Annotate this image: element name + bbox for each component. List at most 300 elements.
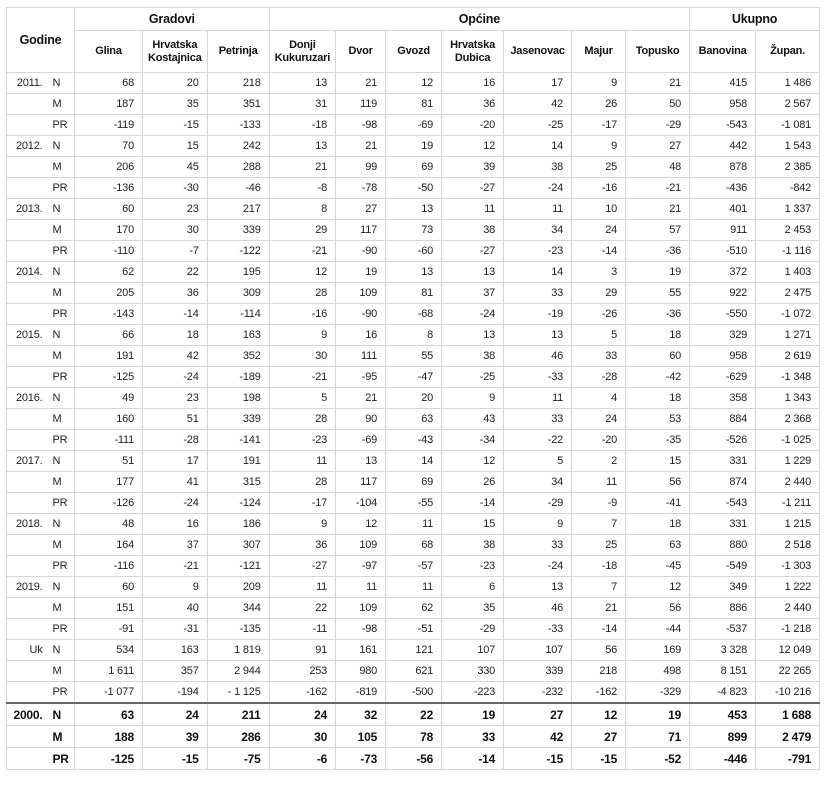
row-label: PR bbox=[47, 178, 75, 199]
value-cell: 198 bbox=[207, 388, 269, 409]
value-cell: 22 bbox=[386, 703, 442, 726]
value-cell: 13 bbox=[442, 262, 504, 283]
value-cell: -436 bbox=[690, 178, 756, 199]
value-cell: 27 bbox=[504, 703, 572, 726]
value-cell: 22 bbox=[269, 598, 335, 619]
column-header: Majur bbox=[572, 31, 626, 73]
table-header bbox=[7, 8, 820, 73]
row-label: N bbox=[47, 388, 75, 409]
value-cell: 68 bbox=[386, 535, 442, 556]
value-cell: 309 bbox=[207, 283, 269, 304]
value-cell: -136 bbox=[75, 178, 143, 199]
value-cell: 357 bbox=[143, 661, 208, 682]
value-cell: 5 bbox=[269, 388, 335, 409]
value-cell: 9 bbox=[572, 136, 626, 157]
row-label: N bbox=[47, 451, 75, 472]
value-cell: -90 bbox=[336, 304, 386, 325]
value-cell: 9 bbox=[143, 577, 208, 598]
row-label: PR bbox=[47, 241, 75, 262]
value-cell: 2 440 bbox=[756, 598, 820, 619]
row-label: M bbox=[47, 94, 75, 115]
column-header: Banovina bbox=[690, 31, 756, 73]
value-cell: 911 bbox=[690, 220, 756, 241]
year-cell-empty bbox=[7, 220, 47, 241]
value-cell: 55 bbox=[626, 283, 690, 304]
value-cell: 349 bbox=[690, 577, 756, 598]
value-cell: -14 bbox=[442, 493, 504, 514]
year-cell: 2018. bbox=[7, 514, 47, 535]
column-header: Petrinja bbox=[207, 31, 269, 73]
value-cell: -69 bbox=[336, 430, 386, 451]
year-cell-empty bbox=[7, 283, 47, 304]
value-cell: 63 bbox=[75, 703, 143, 726]
value-cell: -23 bbox=[442, 556, 504, 577]
value-cell: 344 bbox=[207, 598, 269, 619]
table-row bbox=[7, 682, 820, 704]
value-cell: 21 bbox=[336, 388, 386, 409]
value-cell: 2 440 bbox=[756, 472, 820, 493]
value-cell: 33 bbox=[572, 346, 626, 367]
year-cell: Uk bbox=[7, 640, 47, 661]
value-cell: 187 bbox=[75, 94, 143, 115]
table-row bbox=[7, 598, 820, 619]
value-cell: 14 bbox=[386, 451, 442, 472]
value-cell: 40 bbox=[143, 598, 208, 619]
value-cell: -629 bbox=[690, 367, 756, 388]
row-label: N bbox=[47, 577, 75, 598]
value-cell: 11 bbox=[442, 199, 504, 220]
value-cell: 177 bbox=[75, 472, 143, 493]
value-cell: -45 bbox=[626, 556, 690, 577]
value-cell: 3 328 bbox=[690, 640, 756, 661]
value-cell: -119 bbox=[75, 115, 143, 136]
value-cell: 209 bbox=[207, 577, 269, 598]
value-cell: 109 bbox=[336, 598, 386, 619]
year-cell-empty bbox=[7, 304, 47, 325]
table-row bbox=[7, 748, 820, 770]
value-cell: 27 bbox=[626, 136, 690, 157]
value-cell: 1 343 bbox=[756, 388, 820, 409]
value-cell: 51 bbox=[143, 409, 208, 430]
value-cell: 2 bbox=[572, 451, 626, 472]
row-label: N bbox=[47, 73, 75, 94]
year-cell-empty bbox=[7, 682, 47, 704]
value-cell: -16 bbox=[572, 178, 626, 199]
value-cell: 1 486 bbox=[756, 73, 820, 94]
value-cell: 109 bbox=[336, 535, 386, 556]
value-cell: 27 bbox=[336, 199, 386, 220]
value-cell: 24 bbox=[143, 703, 208, 726]
value-cell: -78 bbox=[336, 178, 386, 199]
table-body bbox=[7, 73, 820, 770]
column-header: Jasenovac bbox=[504, 31, 572, 73]
row-label: PR bbox=[47, 493, 75, 514]
value-cell: 2 518 bbox=[756, 535, 820, 556]
value-cell: 16 bbox=[143, 514, 208, 535]
row-label: M bbox=[47, 157, 75, 178]
value-cell: -1 218 bbox=[756, 619, 820, 640]
value-cell: -75 bbox=[207, 748, 269, 770]
value-cell: 12 049 bbox=[756, 640, 820, 661]
value-cell: -20 bbox=[572, 430, 626, 451]
value-cell: 25 bbox=[572, 535, 626, 556]
header-group-ukupno: Ukupno bbox=[690, 8, 820, 31]
value-cell: -125 bbox=[75, 748, 143, 770]
value-cell: 43 bbox=[442, 409, 504, 430]
value-cell: 13 bbox=[269, 73, 335, 94]
value-cell: -24 bbox=[143, 493, 208, 514]
value-cell: 17 bbox=[143, 451, 208, 472]
value-cell: 11 bbox=[504, 199, 572, 220]
value-cell: -14 bbox=[572, 619, 626, 640]
row-label: N bbox=[47, 514, 75, 535]
value-cell: -23 bbox=[269, 430, 335, 451]
value-cell: -50 bbox=[386, 178, 442, 199]
value-cell: 23 bbox=[143, 199, 208, 220]
value-cell: -98 bbox=[336, 115, 386, 136]
value-cell: 53 bbox=[626, 409, 690, 430]
value-cell: -162 bbox=[269, 682, 335, 704]
value-cell: 22 265 bbox=[756, 661, 820, 682]
value-cell: -46 bbox=[207, 178, 269, 199]
value-cell: -14 bbox=[572, 241, 626, 262]
value-cell: 39 bbox=[143, 726, 208, 748]
value-cell: 1 215 bbox=[756, 514, 820, 535]
value-cell: 12 bbox=[626, 577, 690, 598]
value-cell: 218 bbox=[572, 661, 626, 682]
value-cell: 18 bbox=[626, 514, 690, 535]
value-cell: 878 bbox=[690, 157, 756, 178]
value-cell: -6 bbox=[269, 748, 335, 770]
value-cell: 48 bbox=[626, 157, 690, 178]
value-cell: 105 bbox=[336, 726, 386, 748]
value-cell: 117 bbox=[336, 220, 386, 241]
value-cell: -20 bbox=[442, 115, 504, 136]
value-cell: -14 bbox=[442, 748, 504, 770]
value-cell: -1 116 bbox=[756, 241, 820, 262]
value-cell: 99 bbox=[336, 157, 386, 178]
value-cell: 42 bbox=[143, 346, 208, 367]
table-row bbox=[7, 115, 820, 136]
column-header: Glina bbox=[75, 31, 143, 73]
value-cell: 358 bbox=[690, 388, 756, 409]
value-cell: 66 bbox=[75, 325, 143, 346]
value-cell: 42 bbox=[504, 726, 572, 748]
year-cell: 2016. bbox=[7, 388, 47, 409]
value-cell: -15 bbox=[504, 748, 572, 770]
year-cell-empty bbox=[7, 661, 47, 682]
table-row bbox=[7, 472, 820, 493]
table-row bbox=[7, 283, 820, 304]
value-cell: 151 bbox=[75, 598, 143, 619]
row-label: PR bbox=[47, 304, 75, 325]
value-cell: 38 bbox=[442, 346, 504, 367]
value-cell: -16 bbox=[269, 304, 335, 325]
value-cell: -15 bbox=[572, 748, 626, 770]
value-cell: 22 bbox=[143, 262, 208, 283]
value-cell: 621 bbox=[386, 661, 442, 682]
table-row bbox=[7, 619, 820, 640]
value-cell: 107 bbox=[442, 640, 504, 661]
value-cell: 188 bbox=[75, 726, 143, 748]
value-cell: -19 bbox=[504, 304, 572, 325]
value-cell: -73 bbox=[336, 748, 386, 770]
value-cell: 884 bbox=[690, 409, 756, 430]
table-row bbox=[7, 346, 820, 367]
value-cell: 160 bbox=[75, 409, 143, 430]
value-cell: -33 bbox=[504, 367, 572, 388]
year-cell-empty bbox=[7, 157, 47, 178]
value-cell: 18 bbox=[626, 388, 690, 409]
value-cell: -10 216 bbox=[756, 682, 820, 704]
value-cell: -135 bbox=[207, 619, 269, 640]
value-cell: 14 bbox=[504, 262, 572, 283]
value-cell: -510 bbox=[690, 241, 756, 262]
value-cell: -68 bbox=[386, 304, 442, 325]
value-cell: 958 bbox=[690, 94, 756, 115]
value-cell: -232 bbox=[504, 682, 572, 704]
value-cell: 46 bbox=[504, 346, 572, 367]
value-cell: -55 bbox=[386, 493, 442, 514]
value-cell: 2 619 bbox=[756, 346, 820, 367]
value-cell: 36 bbox=[143, 283, 208, 304]
value-cell: 21 bbox=[626, 199, 690, 220]
value-cell: -791 bbox=[756, 748, 820, 770]
value-cell: 3 bbox=[572, 262, 626, 283]
value-cell: 9 bbox=[442, 388, 504, 409]
year-cell-empty bbox=[7, 556, 47, 577]
value-cell: -122 bbox=[207, 241, 269, 262]
value-cell: 46 bbox=[504, 598, 572, 619]
row-label: PR bbox=[47, 115, 75, 136]
value-cell: -57 bbox=[386, 556, 442, 577]
value-cell: 9 bbox=[504, 514, 572, 535]
value-cell: 37 bbox=[143, 535, 208, 556]
column-header: Dvor bbox=[336, 31, 386, 73]
value-cell: 880 bbox=[690, 535, 756, 556]
value-cell: 39 bbox=[442, 157, 504, 178]
header-group-opcine: Općine bbox=[269, 8, 689, 31]
value-cell: 33 bbox=[504, 409, 572, 430]
value-cell: -44 bbox=[626, 619, 690, 640]
value-cell: 24 bbox=[269, 703, 335, 726]
value-cell: 9 bbox=[572, 73, 626, 94]
value-cell: 49 bbox=[75, 388, 143, 409]
value-cell: 71 bbox=[626, 726, 690, 748]
value-cell: 51 bbox=[75, 451, 143, 472]
value-cell: 16 bbox=[442, 73, 504, 94]
value-cell: 18 bbox=[143, 325, 208, 346]
value-cell: -21 bbox=[143, 556, 208, 577]
row-label: N bbox=[47, 199, 75, 220]
value-cell: 50 bbox=[626, 94, 690, 115]
value-cell: -22 bbox=[504, 430, 572, 451]
value-cell: 330 bbox=[442, 661, 504, 682]
table-row bbox=[7, 388, 820, 409]
column-header-row bbox=[7, 31, 820, 73]
value-cell: 1 229 bbox=[756, 451, 820, 472]
value-cell: 186 bbox=[207, 514, 269, 535]
value-cell: -52 bbox=[626, 748, 690, 770]
value-cell: 253 bbox=[269, 661, 335, 682]
column-header: Hrvatska Kostajnica bbox=[143, 31, 208, 73]
value-cell: 2 475 bbox=[756, 283, 820, 304]
value-cell: -24 bbox=[442, 304, 504, 325]
value-cell: 30 bbox=[269, 726, 335, 748]
value-cell: 60 bbox=[75, 577, 143, 598]
year-cell-empty bbox=[7, 115, 47, 136]
table-row bbox=[7, 241, 820, 262]
value-cell: -15 bbox=[143, 115, 208, 136]
value-cell: -1 077 bbox=[75, 682, 143, 704]
value-cell: 10 bbox=[572, 199, 626, 220]
value-cell: 15 bbox=[442, 514, 504, 535]
value-cell: 30 bbox=[269, 346, 335, 367]
value-cell: -27 bbox=[442, 241, 504, 262]
value-cell: 11 bbox=[269, 451, 335, 472]
value-cell: 8 bbox=[386, 325, 442, 346]
table-row bbox=[7, 430, 820, 451]
value-cell: -24 bbox=[504, 556, 572, 577]
row-label: M bbox=[47, 346, 75, 367]
value-cell: -121 bbox=[207, 556, 269, 577]
value-cell: -125 bbox=[75, 367, 143, 388]
value-cell: -1 081 bbox=[756, 115, 820, 136]
value-cell: 1 688 bbox=[756, 703, 820, 726]
year-cell-empty bbox=[7, 367, 47, 388]
value-cell: -27 bbox=[442, 178, 504, 199]
value-cell: 12 bbox=[442, 451, 504, 472]
value-cell: 81 bbox=[386, 283, 442, 304]
value-cell: 21 bbox=[336, 136, 386, 157]
header-godine: Godine bbox=[7, 8, 75, 73]
value-cell: 2 567 bbox=[756, 94, 820, 115]
value-cell: -69 bbox=[386, 115, 442, 136]
value-cell: 13 bbox=[386, 262, 442, 283]
value-cell: 12 bbox=[572, 703, 626, 726]
table-row bbox=[7, 304, 820, 325]
column-header: Topusko bbox=[626, 31, 690, 73]
value-cell: 36 bbox=[442, 94, 504, 115]
table-row bbox=[7, 556, 820, 577]
value-cell: 15 bbox=[626, 451, 690, 472]
value-cell: 899 bbox=[690, 726, 756, 748]
value-cell: 1 543 bbox=[756, 136, 820, 157]
value-cell: -29 bbox=[504, 493, 572, 514]
value-cell: 351 bbox=[207, 94, 269, 115]
value-cell: 5 bbox=[504, 451, 572, 472]
value-cell: 161 bbox=[336, 640, 386, 661]
year-cell-empty bbox=[7, 472, 47, 493]
value-cell: 6 bbox=[442, 577, 504, 598]
value-cell: 372 bbox=[690, 262, 756, 283]
value-cell: 19 bbox=[626, 703, 690, 726]
value-cell: -90 bbox=[336, 241, 386, 262]
value-cell: -56 bbox=[386, 748, 442, 770]
year-cell: 2000. bbox=[7, 703, 47, 726]
value-cell: 11 bbox=[504, 388, 572, 409]
value-cell: 980 bbox=[336, 661, 386, 682]
value-cell: 15 bbox=[143, 136, 208, 157]
value-cell: 498 bbox=[626, 661, 690, 682]
value-cell: -143 bbox=[75, 304, 143, 325]
value-cell: 17 bbox=[504, 73, 572, 94]
value-cell: 63 bbox=[386, 409, 442, 430]
value-cell: 11 bbox=[386, 577, 442, 598]
value-cell: 56 bbox=[626, 598, 690, 619]
value-cell: 2 368 bbox=[756, 409, 820, 430]
value-cell: -1 211 bbox=[756, 493, 820, 514]
value-cell: -11 bbox=[269, 619, 335, 640]
value-cell: 534 bbox=[75, 640, 143, 661]
value-cell: -1 072 bbox=[756, 304, 820, 325]
value-cell: 45 bbox=[143, 157, 208, 178]
value-cell: -41 bbox=[626, 493, 690, 514]
value-cell: 288 bbox=[207, 157, 269, 178]
year-cell-empty bbox=[7, 409, 47, 430]
value-cell: -36 bbox=[626, 304, 690, 325]
value-cell: 21 bbox=[336, 73, 386, 94]
value-cell: 32 bbox=[336, 703, 386, 726]
year-cell: 2013. bbox=[7, 199, 47, 220]
value-cell: 63 bbox=[626, 535, 690, 556]
value-cell: -91 bbox=[75, 619, 143, 640]
row-label: PR bbox=[47, 367, 75, 388]
value-cell: 35 bbox=[143, 94, 208, 115]
value-cell: -24 bbox=[143, 367, 208, 388]
value-cell: 7 bbox=[572, 514, 626, 535]
value-cell: -526 bbox=[690, 430, 756, 451]
value-cell: 117 bbox=[336, 472, 386, 493]
value-cell: -133 bbox=[207, 115, 269, 136]
value-cell: 19 bbox=[336, 262, 386, 283]
value-cell: 1 337 bbox=[756, 199, 820, 220]
value-cell: 958 bbox=[690, 346, 756, 367]
value-cell: -36 bbox=[626, 241, 690, 262]
row-label: PR bbox=[47, 619, 75, 640]
value-cell: 13 bbox=[504, 577, 572, 598]
value-cell: 8 bbox=[269, 199, 335, 220]
table-row bbox=[7, 262, 820, 283]
value-cell: 191 bbox=[75, 346, 143, 367]
value-cell: 28 bbox=[269, 283, 335, 304]
table-row bbox=[7, 136, 820, 157]
value-cell: -51 bbox=[386, 619, 442, 640]
value-cell: 170 bbox=[75, 220, 143, 241]
value-cell: 55 bbox=[386, 346, 442, 367]
year-cell-empty bbox=[7, 94, 47, 115]
value-cell: 21 bbox=[626, 73, 690, 94]
value-cell: -8 bbox=[269, 178, 335, 199]
table-row bbox=[7, 726, 820, 748]
value-cell: -43 bbox=[386, 430, 442, 451]
table-row bbox=[7, 451, 820, 472]
value-cell: 13 bbox=[336, 451, 386, 472]
value-cell: 36 bbox=[269, 535, 335, 556]
value-cell: -15 bbox=[143, 748, 208, 770]
value-cell: -4 823 bbox=[690, 682, 756, 704]
value-cell: 26 bbox=[572, 94, 626, 115]
year-cell-empty bbox=[7, 178, 47, 199]
value-cell: -28 bbox=[143, 430, 208, 451]
value-cell: - 1 125 bbox=[207, 682, 269, 704]
value-cell: 28 bbox=[269, 409, 335, 430]
value-cell: -537 bbox=[690, 619, 756, 640]
value-cell: -329 bbox=[626, 682, 690, 704]
value-cell: 1 611 bbox=[75, 661, 143, 682]
table-row bbox=[7, 73, 820, 94]
row-label: N bbox=[47, 640, 75, 661]
